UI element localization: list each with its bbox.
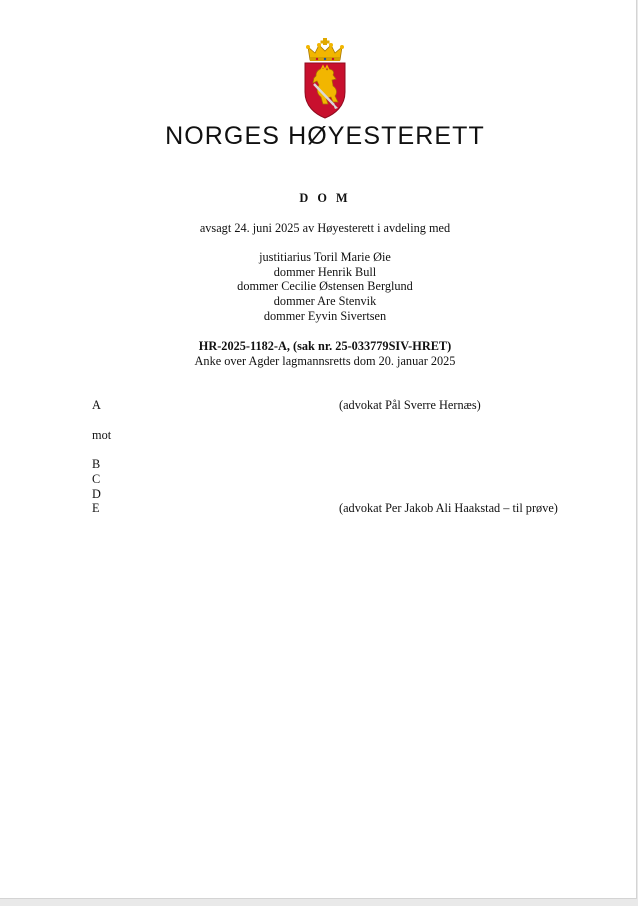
judge-name: dommer Are Stenvik <box>273 294 377 309</box>
case-number: HR-2025-1182-A, (sak nr. 25-033779SIV-HRET) <box>198 339 452 353</box>
judge-name: dommer Cecilie Østensen Berglund <box>237 279 413 294</box>
document-type: D O M <box>299 191 351 205</box>
versus-row <box>92 428 612 443</box>
case-reference <box>0 339 638 368</box>
party-row <box>92 472 612 487</box>
respondent-name: C <box>92 472 101 487</box>
judge-name: dommer Eyvin Sivertsen <box>263 308 387 323</box>
judgment-subtitle: avsagt 24. juni 2025 av Høyesterett i avdeling med <box>199 221 451 235</box>
appeal-text: Anke over Agder lagmannsretts dom 20. januar 2025 <box>194 353 456 368</box>
judge-name: justitiarius Toril Marie Øie <box>259 250 391 264</box>
versus-label: mot <box>92 427 112 442</box>
respondent-name: B <box>92 457 101 472</box>
appellant-counsel: (advokat Pål Sverre Hernæs) <box>339 398 481 412</box>
party-row <box>92 487 612 502</box>
party-row <box>92 398 612 413</box>
judge-name: dommer Henrik Bull <box>273 264 377 279</box>
respondent-name: E <box>92 501 100 516</box>
parties-section <box>92 398 612 516</box>
appellant-name: A <box>92 398 101 412</box>
respondent-counsel: (advokat Per Jakob Ali Haakstad – til prøve) <box>339 501 558 516</box>
party-row <box>92 501 612 516</box>
coat-of-arms-icon <box>302 38 348 120</box>
respondent-name: D <box>92 486 101 501</box>
party-row <box>92 457 612 472</box>
judges-list <box>0 250 638 324</box>
court-name: NORGES HØYESTERETT <box>165 122 485 150</box>
